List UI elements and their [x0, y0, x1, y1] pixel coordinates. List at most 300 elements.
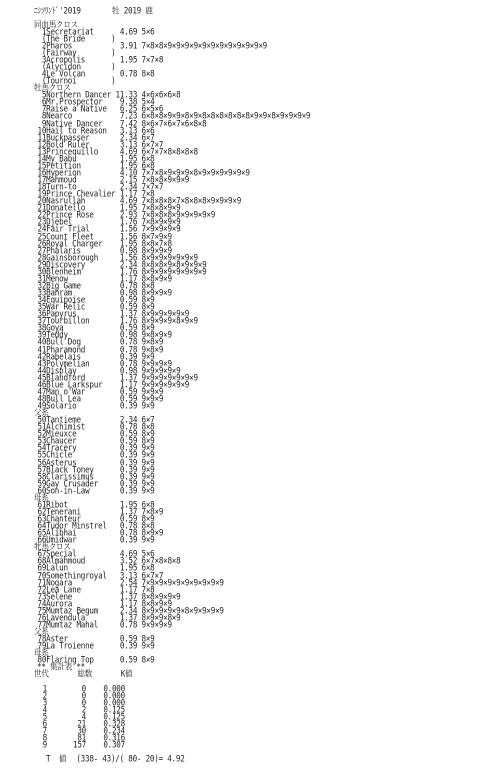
entry-number: 62: [37, 506, 47, 517]
entry-cross-generations: 7×8: [141, 188, 155, 199]
entry-number: 79: [37, 640, 47, 651]
entry-number: 57: [37, 464, 47, 475]
entry-blood-percentage: 0.59: [119, 428, 138, 439]
entry-cross-generations: 9×9: [141, 485, 155, 496]
entry-number: 70: [37, 569, 47, 581]
entry-blood-percentage: 3.91: [119, 40, 138, 51]
entry-number: 24: [37, 223, 47, 234]
entry-horse-name: Chicle: [46, 449, 73, 460]
entry-blood-percentage: 7.23: [119, 110, 138, 121]
entry-horse-name: Blue Larkspur: [46, 379, 103, 390]
entry-blood-percentage: 9.38: [119, 96, 138, 107]
entry-number: 40: [37, 336, 47, 347]
entry-horse-name: Son-in-Law: [46, 485, 90, 496]
entry-horse-name: Nasrullah: [46, 195, 86, 206]
entry-number: 73: [37, 591, 47, 602]
entry-cross-generations: 8×9×9×8×9: [141, 612, 181, 623]
entry-cross-generations: 6×8×8×9×9×8×9×8×8×8×8×8×8×9×9×8×9×9×9×9: [141, 110, 311, 121]
entry-number: 51: [37, 421, 47, 432]
entry-number: 4: [41, 68, 47, 79]
entry-number: 12: [37, 139, 47, 150]
entry-horse-name: Flaring Top: [46, 654, 94, 665]
summary-k-value: 0.000: [103, 690, 125, 701]
entry-horse-name: Lavendula: [46, 612, 86, 623]
entry-blood-percentage: 2.34: [119, 259, 138, 270]
entry-cross-generations: 8×8: [141, 68, 155, 79]
summary-k-value: 0.125: [103, 711, 125, 722]
entry-cross-generations: 9×8×9: [141, 343, 164, 355]
sibling-horse-name: Tournoi: [46, 75, 77, 86]
entry-number: 46: [37, 379, 47, 390]
entry-blood-percentage: 0.59: [119, 322, 138, 333]
entry-horse-name: Native Dancer: [46, 117, 103, 129]
entry-horse-name: Phalaris: [46, 245, 81, 256]
entry-number: 27: [37, 245, 47, 256]
entry-number: 9: [41, 117, 47, 129]
entry-blood-percentage: 0.59: [119, 386, 138, 397]
summary-header-total: 総数: [77, 668, 93, 679]
entry-cross-generations: 6×8: [141, 499, 155, 510]
summary-generation: 9: [42, 739, 47, 750]
entry-number: 77: [37, 619, 47, 630]
entry-number: 53: [37, 435, 47, 446]
sibling-horse-name: Alycidon: [46, 61, 81, 72]
entry-number: 33: [37, 287, 47, 298]
sibling-horse-name: The Bride: [46, 33, 86, 44]
entry-horse-name: Teddy: [46, 329, 68, 340]
entry-horse-name: Bold Ruler: [46, 139, 90, 150]
entry-cross-generations: 9×9×9×9: [141, 358, 172, 369]
entry-horse-name: Bahram: [46, 287, 73, 298]
entry-horse-name: Hail to Reason: [46, 125, 107, 136]
entry-horse-name: Umidwar: [46, 534, 77, 545]
entry-number: 61: [37, 499, 47, 510]
entry-number: 36: [37, 308, 47, 319]
entry-horse-name: Black Toney: [46, 464, 94, 475]
entry-blood-percentage: 1.17: [119, 598, 138, 609]
entry-cross-generations: 8×8×9×9×9: [141, 591, 181, 602]
entry-blood-percentage: 1.37: [119, 308, 138, 319]
entry-number: 44: [37, 365, 47, 376]
entry-horse-name: Display: [46, 365, 77, 376]
entry-cross-generations: 6×7×7×8×8×8×8: [141, 146, 198, 157]
entry-blood-percentage: 0.78: [119, 358, 138, 369]
entry-blood-percentage: 2.34: [119, 414, 138, 425]
entry-cross-generations: 9×9: [141, 534, 155, 545]
entry-horse-name: Aster: [46, 633, 68, 644]
entry-number: 7: [41, 103, 47, 114]
entry-cross-generations: 8×9×9×9: [141, 287, 172, 298]
entry-blood-percentage: 1.56: [119, 230, 138, 242]
entry-blood-percentage: 0.59: [119, 513, 138, 524]
t-value-formula: (338- 43)/( 80- 20)= 4.92: [76, 753, 185, 764]
entry-blood-percentage: 2.54: [119, 577, 138, 588]
entry-number: 13: [37, 146, 47, 157]
entry-cross-generations: 7×8×8×8×9×9×9×9×9: [141, 209, 216, 220]
summary-k-value: 0.000: [103, 697, 125, 708]
entry-cross-generations: 8×9×9×9×8×9×9: [141, 315, 198, 326]
entry-blood-percentage: 2.93: [119, 209, 138, 220]
entry-number: 3: [41, 54, 47, 65]
entry-horse-name: Somethingroyal: [46, 569, 107, 581]
entry-cross-generations: 9×9: [141, 471, 155, 482]
entry-blood-percentage: 0.59: [119, 654, 138, 665]
entry-number: 58: [37, 471, 47, 482]
entry-horse-name: Mumtaz Mahal: [46, 619, 99, 630]
entry-blood-percentage: 1.95: [119, 562, 138, 573]
section-title: 牡馬クロス: [34, 82, 71, 93]
entry-number: 48: [37, 393, 47, 404]
entry-horse-name: Prince Rose: [46, 209, 94, 220]
entry-cross-generations: 9×9×9×9×9×9: [141, 379, 190, 390]
entry-cross-generations: 8×9×9×9×9×8×9×9×9×9: [141, 605, 224, 616]
entry-cross-generations: 9×9: [141, 351, 155, 362]
entry-blood-percentage: 0.78: [119, 280, 138, 291]
entry-cross-generations: 6×7: [141, 132, 155, 143]
cross-sections: [0, 21, 480, 664]
entry-number: 75: [37, 605, 47, 616]
entry-blood-percentage: 6.25: [119, 103, 138, 114]
entry-blood-percentage: 4.69: [119, 548, 138, 559]
entry-cross-generations: 8×8: [141, 520, 155, 531]
entry-cross-generations: 9×9: [141, 449, 155, 460]
summary-k-value: 0.234: [103, 725, 125, 736]
entry-horse-name: Ribot: [46, 499, 68, 510]
entry-blood-percentage: 7.42: [119, 117, 138, 129]
entry-number: 16: [37, 167, 47, 178]
entry-blood-percentage: 1.95: [119, 153, 138, 164]
entry-blood-percentage: 0.98: [119, 365, 138, 376]
entry-cross-generations: 6×8: [141, 160, 155, 171]
entry-cross-generations: 9×9: [141, 478, 155, 489]
entry-number: 52: [37, 428, 47, 439]
entry-cross-generations: 8×9×9×9×9×9: [141, 308, 190, 319]
entry-cross-generations: 8×9: [141, 322, 155, 333]
entry-cross-generations: 9×9: [141, 400, 155, 411]
entry-horse-name: Turn-to: [46, 181, 77, 192]
entry-number: 32: [37, 280, 47, 291]
entry-horse-name: War Relic: [46, 301, 86, 312]
entry-horse-name: Selene: [46, 591, 73, 602]
entry-horse-name: Lalun: [46, 562, 68, 573]
entry-cross-generations: 8×9: [141, 654, 155, 665]
entry-blood-percentage: 2.34: [119, 181, 138, 192]
summary-k-value: 0.328: [103, 718, 125, 729]
entry-horse-name: Asterus: [46, 456, 77, 468]
entry-cross-generations: 8×9: [141, 435, 155, 446]
entry-number: 26: [37, 238, 47, 249]
entry-number: 59: [37, 478, 47, 489]
summary-generation: 1: [42, 682, 47, 694]
entry-horse-name: Rabelais: [46, 351, 81, 362]
section-title: 牝馬クロス: [34, 541, 71, 552]
entry-horse-name: Mieuxce: [46, 428, 77, 439]
entry-blood-percentage: 0.39: [119, 400, 138, 411]
summary-header-k-value: K値: [120, 668, 133, 679]
entry-cross-generations: 7×7×8×9×9×9×8×9×9×9×9×9×9: [141, 167, 250, 178]
entry-blood-percentage: 3.13: [119, 139, 138, 150]
entry-number: 34: [37, 294, 47, 305]
entry-blood-percentage: 1.95: [119, 160, 138, 171]
entry-horse-name: Tantieme: [46, 414, 81, 425]
entry-cross-generations: 9×9: [141, 456, 155, 468]
entry-horse-name: Buckpasser: [46, 132, 90, 143]
entry-horse-name: Pharos: [46, 40, 73, 51]
entry-number: 80: [37, 654, 47, 665]
entry-number: 41: [37, 343, 47, 355]
entry-blood-percentage: 3.52: [119, 555, 138, 566]
entry-blood-percentage: 0.59: [119, 301, 138, 312]
entry-number: 5: [41, 89, 47, 100]
entry-blood-percentage: 2.15: [119, 174, 138, 185]
entry-number: 18: [37, 181, 47, 192]
entry-cross-generations: 9×9×9: [141, 393, 164, 404]
summary-generation: 6: [42, 718, 47, 729]
section-title: 父系: [34, 407, 49, 418]
entry-blood-percentage: 2.34: [119, 132, 138, 143]
entry-blood-percentage: 0.39: [119, 478, 138, 489]
entry-blood-percentage: 1.17: [119, 188, 138, 199]
summary-total: 30: [77, 725, 86, 736]
entry-horse-name: My Babu: [46, 153, 77, 164]
horse-sex-year-color: 牡 2019 鹿: [112, 4, 153, 16]
entry-cross-generations: 8×7×9×9: [141, 230, 172, 242]
entry-cross-generations: 9×8×9: [141, 336, 164, 347]
entry-cross-generations: 9×8×9×9: [141, 329, 172, 340]
entry-horse-name: Big Game: [46, 280, 81, 291]
entry-cross-generations: 8×6×7×6×7×6×8×8: [141, 117, 207, 129]
summary-total: 157: [73, 739, 86, 750]
entry-blood-percentage: 0.98: [119, 245, 138, 256]
entry-horse-name: Pharamond: [46, 343, 86, 355]
entry-blood-percentage: 1.95: [119, 202, 138, 213]
summary-title: ** 集計表 **: [37, 661, 86, 672]
summary-total: 81: [77, 732, 86, 743]
entry-cross-generations: 8×8×9×9: [141, 598, 172, 609]
entry-horse-name: Nearco: [46, 110, 73, 121]
entry-horse-name: Goya: [46, 322, 64, 333]
entry-blood-percentage: 3.13: [119, 569, 138, 581]
entry-number: 68: [37, 555, 47, 566]
entry-number: 17: [37, 174, 47, 185]
entry-blood-percentage: 1.37: [119, 372, 138, 383]
entry-blood-percentage: 1.95: [119, 499, 138, 510]
entry-horse-name: Mahmoud: [46, 174, 77, 185]
sibling-horse-name: Fairway: [46, 47, 77, 58]
entry-blood-percentage: 1.76: [119, 216, 138, 227]
entry-horse-name: Petition: [46, 160, 81, 171]
entry-horse-name: Raise a Native: [46, 103, 107, 114]
entry-cross-generations: 7×8: [141, 584, 155, 595]
entry-number: 35: [37, 301, 47, 312]
summary-total: 0: [81, 682, 86, 694]
entry-blood-percentage: 1.76: [119, 266, 138, 277]
entry-blood-percentage: 1.95: [119, 54, 138, 65]
entry-horse-name: Man o'War: [46, 386, 86, 397]
horse-name: ﾆｼｿﾘﾝﾄﾞ'2019: [34, 4, 81, 16]
entry-horse-name: Gainsborough: [46, 252, 99, 263]
entry-number: 28: [37, 252, 47, 263]
entry-horse-name: Chanteur: [46, 513, 81, 524]
entry-blood-percentage: 1.95: [119, 238, 138, 249]
entry-number: 20: [37, 195, 47, 206]
entry-number: 11: [37, 132, 47, 143]
entry-blood-percentage: 4.10: [119, 167, 138, 178]
entry-blood-percentage: 0.98: [119, 287, 138, 298]
entry-blood-percentage: 3.13: [119, 125, 138, 136]
entry-blood-percentage: 0.59: [119, 435, 138, 446]
entry-blood-percentage: 0.39: [119, 351, 138, 362]
entry-horse-name: Djebel: [46, 216, 73, 227]
entry-horse-name: Discovery: [46, 259, 86, 270]
entry-horse-name: Special: [46, 548, 77, 559]
entry-cross-generations: 9×9×9×9×9×9×9: [141, 372, 198, 383]
entry-number: 55: [37, 449, 47, 460]
entry-cross-generations: 8×8: [141, 421, 155, 432]
entry-cross-generations: 7×8×9×9×9: [141, 216, 181, 227]
entry-number: 14: [37, 153, 47, 164]
entry-blood-percentage: 1.17: [119, 379, 138, 390]
entry-horse-name: Le Volcan: [46, 68, 86, 79]
entry-blood-percentage: 1.37: [119, 612, 138, 623]
entry-cross-generations: 6×7×7: [141, 139, 164, 150]
summary-total: 2: [81, 704, 86, 715]
entry-cross-generations: 9×9: [141, 464, 155, 475]
summary-total: 21: [77, 718, 86, 729]
entry-horse-name: Polymelian: [46, 358, 90, 369]
entry-number: 67: [37, 548, 47, 559]
entry-number: 47: [37, 386, 47, 397]
summary-total: 0: [81, 690, 86, 701]
entry-cross-generations: 9×9×9: [141, 386, 164, 397]
entry-horse-name: Aurora: [46, 598, 73, 609]
entry-number: 66: [37, 534, 47, 545]
entry-number: 39: [37, 329, 47, 340]
entry-number: 54: [37, 442, 47, 453]
entry-horse-name: Tenerani: [46, 506, 81, 517]
entry-blood-percentage: 0.39: [119, 640, 138, 651]
entry-horse-name: Chaucer: [46, 435, 77, 446]
entry-blood-percentage: 0.59: [119, 393, 138, 404]
summary-k-value: 0.307: [103, 739, 125, 750]
summary-k-value: 0.316: [103, 732, 125, 743]
entry-horse-name: Tracery: [46, 442, 77, 453]
entry-horse-name: Count Fleet: [46, 230, 94, 242]
entry-number: 38: [37, 322, 47, 333]
entry-blood-percentage: 1.17: [119, 273, 138, 284]
entry-cross-generations: 8×8×9×9: [141, 273, 172, 284]
entry-cross-generations: 8×9×9×9×9×9×9×9: [141, 266, 207, 277]
entry-cross-generations: 5×4: [141, 96, 155, 107]
entry-number: 65: [37, 527, 47, 538]
entry-blood-percentage: 0.39: [119, 449, 138, 460]
entry-number: 8: [41, 110, 47, 121]
entry-blood-percentage: 1.37: [119, 591, 138, 602]
entry-cross-generations: 8×9×9×9: [141, 245, 172, 256]
entry-cross-generations: 4×6×6×6×8: [141, 89, 181, 100]
entry-cross-generations: 6×7×7: [141, 569, 164, 581]
summary-generation: 5: [42, 711, 47, 722]
entry-blood-percentage: 1.17: [119, 584, 138, 595]
entry-horse-name: Acropolis: [46, 54, 86, 65]
entry-horse-name: Gay Crusader: [46, 478, 99, 489]
entry-cross-generations: 8×9: [141, 428, 155, 439]
entry-horse-name: Menow: [46, 273, 68, 284]
entry-horse-name: Nogara: [46, 577, 73, 588]
entry-blood-percentage: 0.39: [119, 456, 138, 468]
entry-cross-generations: 7×9×9×9×9×9×9×9×9×9: [141, 577, 224, 588]
entry-blood-percentage: 1.56: [119, 252, 138, 263]
entry-cross-generations: 8×9: [141, 633, 155, 644]
entry-horse-name: Royal Charger: [46, 238, 103, 249]
entry-horse-name: Clarissimus: [46, 471, 94, 482]
entry-cross-generations: 9×9: [141, 640, 155, 651]
entry-number: 71: [37, 577, 47, 588]
t-value-line: [0, 755, 480, 763]
entry-blood-percentage: 0.39: [119, 471, 138, 482]
entry-cross-generations: 6×8: [141, 153, 155, 164]
entry-number: 60: [37, 485, 47, 496]
entry-number: 19: [37, 188, 47, 199]
entry-cross-generations: 5×6: [141, 26, 155, 37]
entry-cross-generations: 7×8×8×9×9: [141, 202, 181, 213]
entry-cross-generations: 7×8×8×8×7×8×8×8×9×9×9×9: [141, 195, 242, 206]
t-value-label: T 値: [46, 753, 67, 764]
summary-generation: 8: [42, 732, 47, 743]
entry-number: 43: [37, 358, 47, 369]
entry-number: 6: [41, 96, 47, 107]
entry-blood-percentage: 0.39: [119, 442, 138, 453]
entry-blood-percentage: 4.69: [119, 26, 138, 37]
entry-blood-percentage: 0.78: [119, 68, 138, 79]
entry-number: 2: [41, 40, 47, 51]
entry-number: 25: [37, 230, 47, 242]
entry-number: 22: [37, 209, 47, 220]
entry-number: 31: [37, 273, 47, 284]
entry-cross-generations: 9×9: [141, 442, 155, 453]
entry-horse-name: Hyperion: [46, 167, 81, 178]
entry-horse-name: Solario: [46, 400, 77, 411]
summary-rows: [0, 682, 480, 750]
entry-number: 74: [37, 598, 47, 609]
entry-cross-generations: 7×8×8×9×9×9×9×9×9×9×9×9×9×9×9: [141, 40, 267, 51]
entry-cross-generations: 9×9×9×9×9: [141, 365, 181, 376]
section-title: 父系: [34, 626, 49, 637]
entry-horse-name: Mr.Prospector: [46, 96, 103, 107]
section-title: 母系: [34, 647, 49, 658]
entry-cross-generations: 8×9×9: [141, 527, 164, 538]
entry-number: 64: [37, 520, 47, 531]
entry-cross-generations: 8×9×9×9×9×9×9: [141, 252, 198, 263]
summary-generation: 7: [42, 725, 47, 736]
entry-horse-name: Princequillo: [46, 146, 99, 157]
summary-generation: 3: [42, 697, 47, 708]
entry-number: 42: [37, 351, 47, 362]
summary-header-generation: 世代: [34, 668, 49, 679]
entry-blood-percentage: 0.78: [119, 336, 138, 347]
entry-number: 76: [37, 612, 47, 623]
entry-number: 45: [37, 372, 47, 383]
entry-blood-percentage: 1.56: [119, 223, 138, 234]
summary-total: 4: [81, 711, 86, 722]
entry-horse-name: La Troienne: [46, 640, 94, 651]
entry-horse-name: Northern Dancer: [46, 89, 112, 100]
summary-generation: 4: [42, 704, 47, 715]
entry-blood-percentage: 0.78: [119, 520, 138, 531]
entry-number: 1: [41, 26, 47, 37]
entry-horse-name: Secretariat: [46, 26, 94, 37]
entry-blood-percentage: 1.76: [119, 315, 138, 326]
